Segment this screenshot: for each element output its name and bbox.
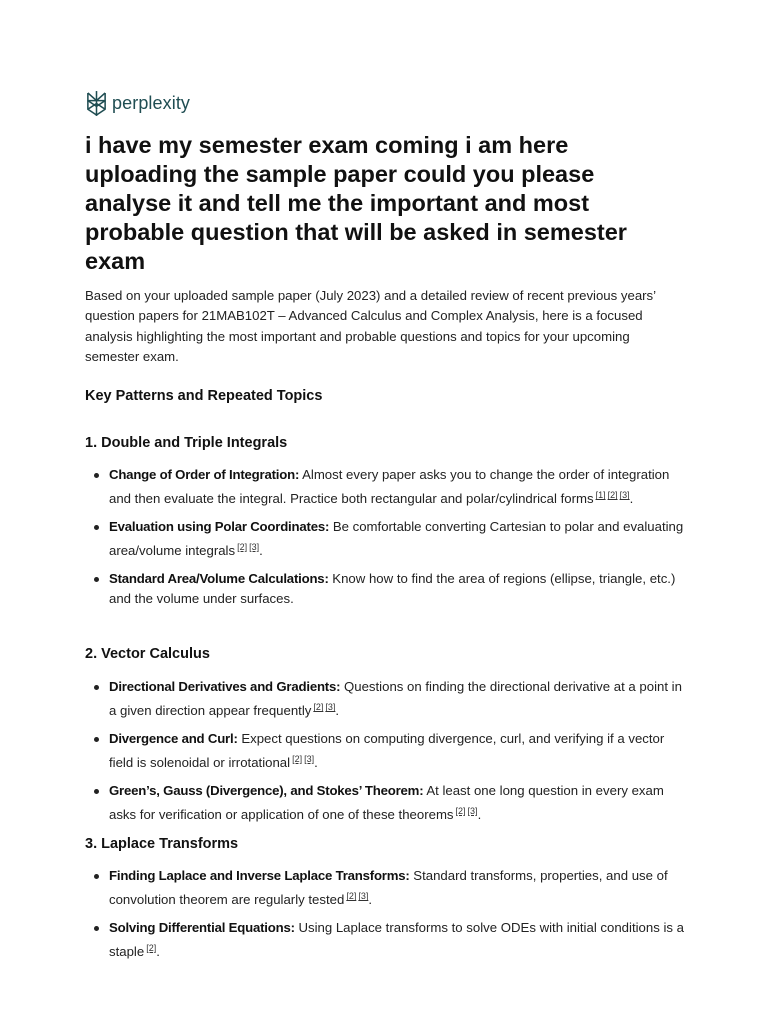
item-text: Know how to find the area of regions (ellipse, triangle, etc.) and the volume under surfaces. xyxy=(109,570,676,607)
citation-link[interactable]: [3] xyxy=(358,891,369,902)
key-patterns-heading: Key Patterns and Repeated Topics xyxy=(85,388,323,404)
section-heading-vector-calculus: 2. Vector Calculus xyxy=(85,646,210,662)
item-end: . xyxy=(156,944,160,960)
intro-paragraph: Based on your uploaded sample paper (July 2023) and a detailed review of recent previous years’ question papers for 21MAB102T – Advanced Calculus and Complex Analysis, here is a focused analysis highlighting the most important and probable questions and topics for your upcoming semester exam. xyxy=(85,288,656,365)
list-item xyxy=(85,866,685,911)
list-item xyxy=(85,465,685,510)
list-item xyxy=(85,781,685,826)
list-item xyxy=(85,677,685,722)
item-text: Almost every paper asks you to change the order of integration and then evaluate the integral. Practice both rectangular and polar/cylindrical forms xyxy=(109,467,670,507)
citation-link[interactable]: [2] xyxy=(455,806,466,817)
citation-link[interactable]: [3] xyxy=(249,542,260,553)
citation-link[interactable]: [3] xyxy=(467,806,478,817)
item-text: Questions on finding the directional derivative at a point in a given direction appear frequently xyxy=(109,679,682,719)
section-list-vector-calculus xyxy=(85,677,685,832)
item-text: Be comfortable converting Cartesian to polar and evaluating area/volume integrals xyxy=(109,518,684,559)
brand-logo[interactable] xyxy=(85,88,190,118)
item-end: . xyxy=(629,491,634,507)
citation-link[interactable]: [1] xyxy=(595,490,606,501)
item-text: Using Laplace transforms to solve ODEs with initial conditions is a staple xyxy=(109,919,684,960)
page-title: i have my semester exam coming i am here uploading the sample paper could you please analyse it and tell me the important and most probable question that will be asked in semester exam xyxy=(85,132,627,274)
item-term: Finding Laplace and Inverse Laplace Transforms: xyxy=(109,868,410,883)
perplexity-logo-icon xyxy=(85,90,108,117)
citation-link[interactable]: [2] xyxy=(237,542,248,553)
item-end: . xyxy=(314,755,318,771)
item-text: At least one long question in every exam asks for verification or application of one of these theorems xyxy=(109,782,664,823)
citation-link[interactable]: [3] xyxy=(325,702,336,713)
citation-link[interactable]: [2] xyxy=(292,754,303,765)
item-term: Green’s, Gauss (Divergence), and Stokes’ Theorem: xyxy=(109,782,424,798)
list-item xyxy=(85,569,685,610)
list-item xyxy=(85,918,685,963)
item-text: Standard transforms, properties, and use of convolution theorem are regularly tested xyxy=(109,868,668,908)
item-term: Evaluation using Polar Coordinates: xyxy=(109,518,330,534)
item-end: . xyxy=(259,543,263,559)
citation-link[interactable]: [2] xyxy=(607,490,618,501)
citation-link[interactable]: [3] xyxy=(304,754,315,765)
item-term: Standard Area/Volume Calculations: xyxy=(109,570,329,586)
citation-link[interactable]: [2] xyxy=(313,702,324,713)
item-term: Change of Order of Integration: xyxy=(109,467,300,482)
list-item xyxy=(85,517,685,562)
section-heading-laplace: 3. Laplace Transforms xyxy=(85,836,239,852)
list-item xyxy=(85,729,685,774)
item-end: . xyxy=(335,703,340,719)
citation-link[interactable]: [3] xyxy=(619,490,630,501)
citation-link[interactable]: [2] xyxy=(146,943,157,954)
item-text: Expect questions on computing divergence, curl, and verifying if a vector field is solenoidal or irrotational xyxy=(109,730,665,771)
item-end: . xyxy=(368,892,373,908)
section-list-laplace xyxy=(85,866,685,970)
section-heading-integrals: 1. Double and Triple Integrals xyxy=(85,435,288,451)
section-list-integrals xyxy=(85,465,685,616)
citation-link[interactable]: [2] xyxy=(346,891,357,902)
item-term: Solving Differential Equations: xyxy=(109,919,295,935)
item-term: Divergence and Curl: xyxy=(109,730,238,746)
item-end: . xyxy=(477,807,482,823)
item-term: Directional Derivatives and Gradients: xyxy=(109,679,341,694)
brand-name: perplexity xyxy=(112,92,191,113)
